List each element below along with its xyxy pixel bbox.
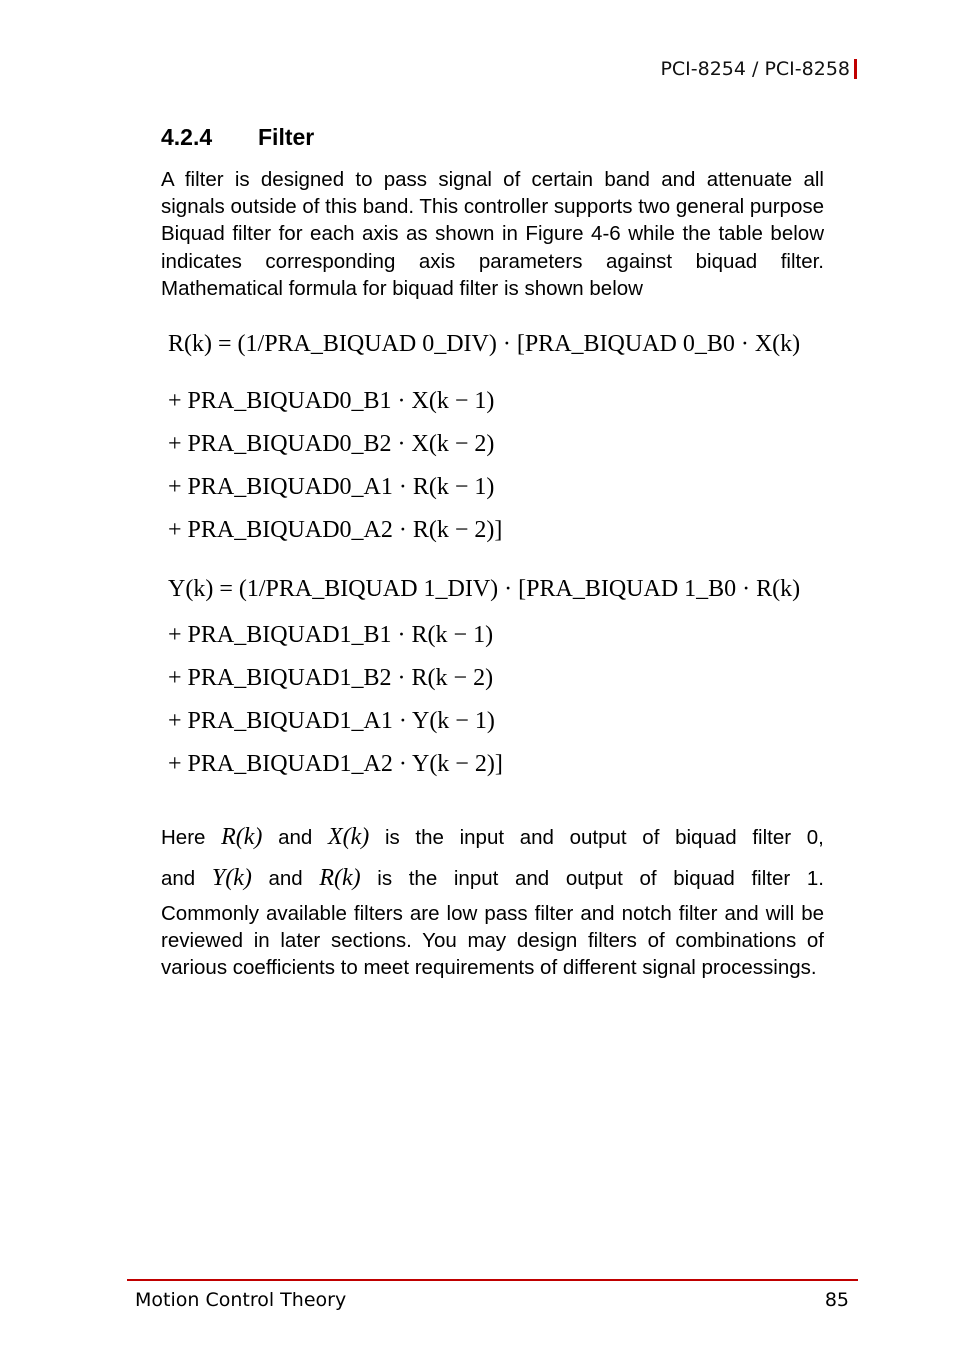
math-x-k: X(k): [327, 824, 370, 850]
header-accent-bar: [854, 59, 857, 79]
equation-filter0-line4: + PRA_BIQUAD0_A1 · R(k − 1): [168, 474, 495, 500]
math-r-k: R(k): [319, 865, 361, 891]
word: of: [642, 826, 660, 849]
equation-filter0-line3: + PRA_BIQUAD0_B2 · X(k − 2): [168, 431, 495, 457]
word: and: [519, 826, 554, 849]
section-number: 4.2.4: [161, 124, 213, 150]
footer-divider: [127, 1279, 858, 1281]
page-number: 85: [824, 1289, 849, 1311]
word: input: [453, 867, 499, 890]
equation-filter1-line4: + PRA_BIQUAD1_A1 · Y(k − 1): [168, 708, 495, 734]
word: the: [415, 826, 444, 849]
word: Here: [161, 826, 206, 849]
document-title: PCI-8254 / PCI-8258: [660, 58, 850, 80]
equation-filter0-line1: R(k) = (1/PRA_BIQUAD 0_DIV) · [PRA_BIQUAD 0_B0 · X(k): [168, 331, 801, 357]
word: the: [408, 867, 438, 890]
equation-filter0-line5: + PRA_BIQUAD0_A2 · R(k − 2)]: [168, 517, 503, 543]
equation-filter1-line2: + PRA_BIQUAD1_B1 · R(k − 1): [168, 622, 494, 648]
word: and: [278, 826, 313, 849]
explanation-line-1: [161, 824, 824, 851]
word: of: [639, 867, 657, 890]
equation-filter1-line5: + PRA_BIQUAD1_A2 · Y(k − 2)]: [168, 751, 503, 777]
section-title: Filter: [258, 124, 315, 150]
running-header: [660, 58, 857, 80]
word: input: [459, 826, 505, 849]
equation-filter1-line3: + PRA_BIQUAD1_B2 · R(k − 2): [168, 665, 494, 691]
word: biquad: [673, 867, 735, 890]
section-heading: [161, 124, 314, 151]
word: is: [377, 867, 393, 890]
math-r-k: R(k): [221, 824, 263, 850]
word: filter: [752, 826, 792, 849]
word: biquad: [675, 826, 737, 849]
word: and: [161, 867, 196, 890]
footer-chapter: Motion Control Theory: [135, 1289, 347, 1311]
word: output: [569, 826, 627, 849]
closing-paragraph: Commonly available filters are low pass filter and notch filter and will be reviewed in later sections. You may design filters of combinations of various coefficients to meet requirements of different signal processings.: [161, 902, 824, 980]
explanation-line-2: [161, 865, 824, 892]
intro-paragraph: A filter is designed to pass signal of certain band and attenuate all signals outside of this band. This controller supports two general purpose Biquad filter for each axis as shown in Figure 4-6 while the table below indicates corresponding axis parameters against biquad filter. Mathematical formula for biquad filter is shown below: [161, 168, 824, 300]
equation-filter0-line2: + PRA_BIQUAD0_B1 · X(k − 1): [168, 388, 495, 414]
word: is: [384, 826, 400, 849]
word: and: [268, 867, 303, 890]
word: 1.: [806, 867, 824, 890]
math-y-k: Y(k): [211, 865, 252, 891]
equation-filter1-line1: Y(k) = (1/PRA_BIQUAD 1_DIV) · [PRA_BIQUAD 1_B0 · R(k): [168, 576, 801, 602]
word: output: [565, 867, 623, 890]
word: 0,: [806, 826, 824, 849]
word: filter: [751, 867, 791, 890]
word: and: [514, 867, 550, 890]
